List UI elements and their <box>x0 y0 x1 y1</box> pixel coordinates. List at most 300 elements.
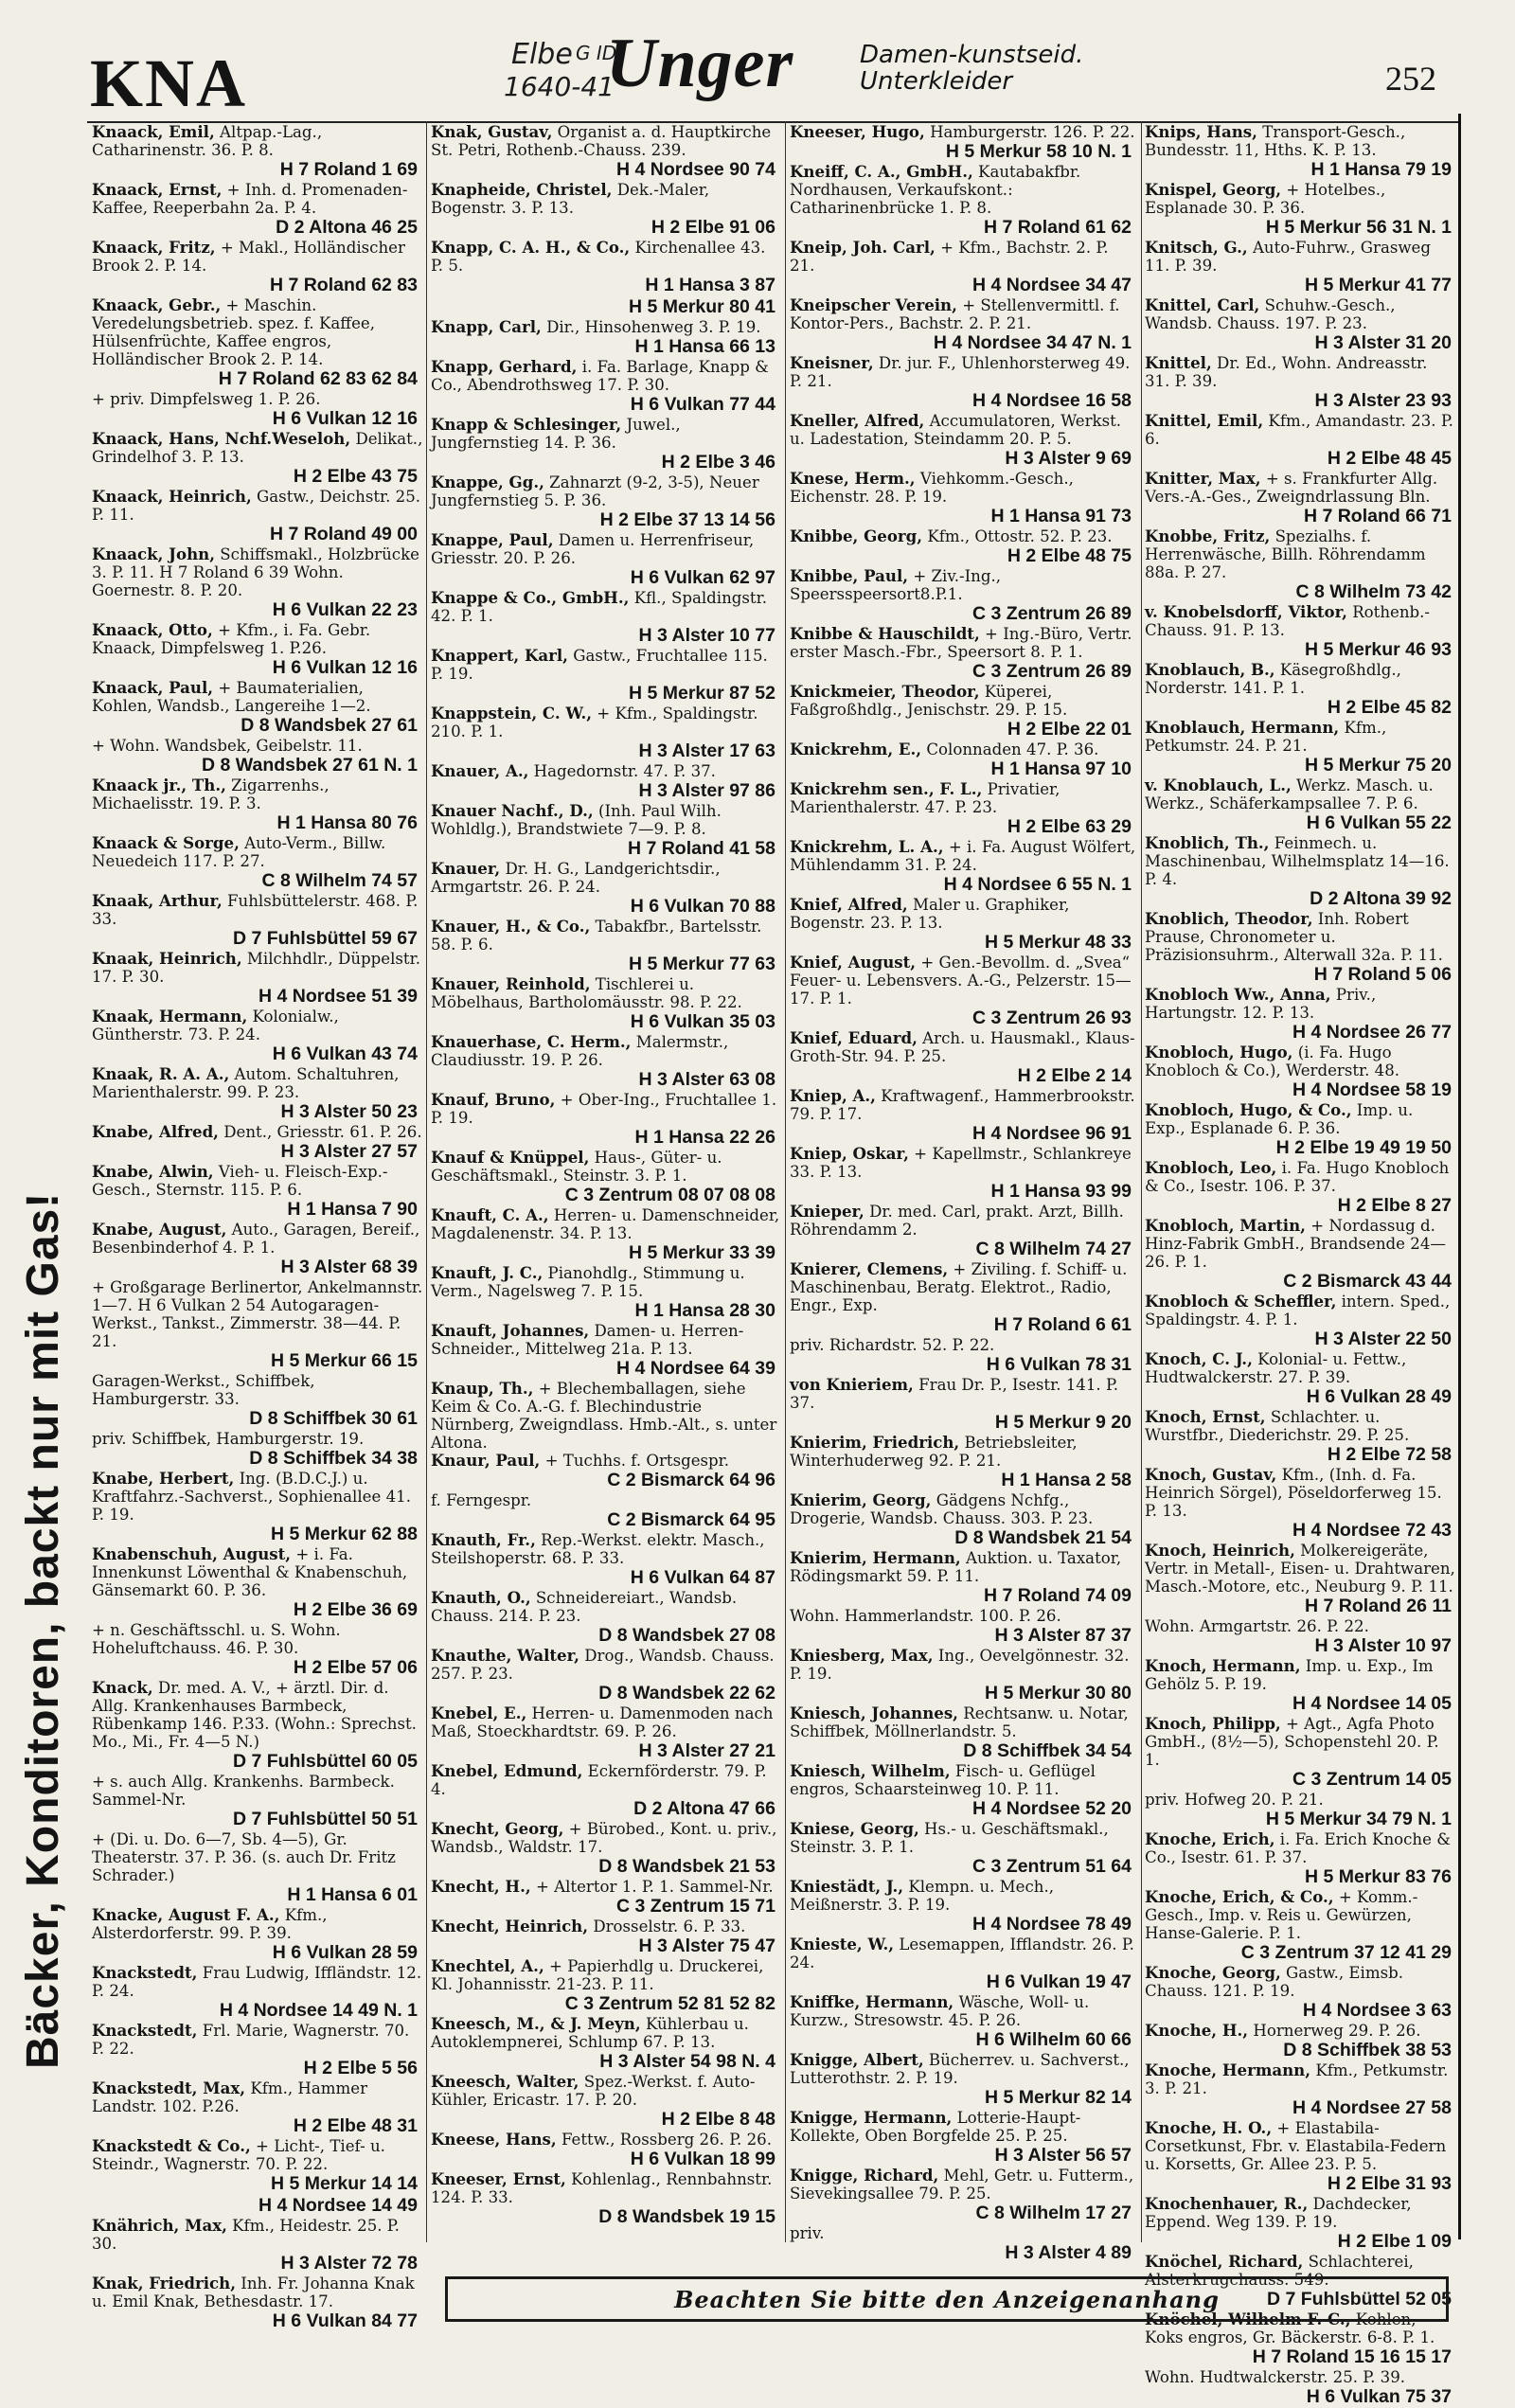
directory-entry <box>1145 1964 1457 2022</box>
entry-phone: H 5 Merkur 48 33 <box>984 932 1132 953</box>
entry-phone: H 2 Elbe 19 49 19 50 <box>1275 1137 1452 1158</box>
entry-details: Gastw., Fruchtallee 115. P. 19. <box>431 647 768 683</box>
directory-entry <box>431 296 781 318</box>
entry-name: Kniestädt, J., <box>790 1877 904 1896</box>
entry-details: Kolonial- u. Fettw., Hudtwalckerstr. 27. P. 39. <box>1145 1350 1407 1386</box>
entry-name: Knigge, Richard, <box>790 2166 939 2185</box>
directory-entry <box>790 1935 1137 1993</box>
entry-phone: H 6 Vulkan 12 16 <box>272 657 418 678</box>
entry-phone: H 3 Alster 4 89 <box>1005 2242 1132 2263</box>
entry-phone: H 4 Nordsee 52 20 <box>971 1798 1132 1819</box>
entry-phone: H 4 Nordsee 27 58 <box>1292 2097 1452 2118</box>
directory-entry <box>431 181 781 239</box>
directory-entry <box>790 1087 1137 1145</box>
directory-entry <box>92 390 423 430</box>
entry-details: Werkz. Masch. u. Werkz., Schäferkampsallee 7. P. 6. <box>1145 776 1434 812</box>
entry-details: + Papierhdlg u. Druckerei, Kl. Johannisstr. 21-23. P. 11. <box>431 1957 764 1993</box>
entry-phone: H 2 Elbe 22 01 <box>1007 719 1132 740</box>
entry-name: Knief, Alfred, <box>790 895 908 914</box>
entry-details: Schuhw.-Gesch., Wandsb. Chauss. 197. P. 23. <box>1145 296 1396 332</box>
entry-phone: C 8 Wilhelm 73 42 <box>1295 581 1452 602</box>
entry-details: Lesemappen, Ifflandstr. 26. P. 24. <box>790 1935 1134 1971</box>
entry-details: Inh. Fr. Johanna Knak u. Emil Knak, Bethesdastr. 17. <box>92 2274 415 2310</box>
directory-entry <box>1145 661 1457 719</box>
entry-name: Knappe, Gg., <box>431 473 544 491</box>
directory-entry <box>790 1434 1137 1491</box>
directory-entry <box>790 1491 1137 1549</box>
entry-phone: D 8 Schiffbek 34 54 <box>963 1740 1132 1761</box>
directory-entry <box>1145 986 1457 1043</box>
directory-entry <box>1145 1888 1457 1964</box>
entry-details: + Inh. d. Promenaden-Kaffee, Reeperbahn 2a. P. 4. <box>92 181 408 217</box>
entry-details: Kfm., Amandastr. 23. P. 6. <box>1145 412 1453 448</box>
entry-phone: H 3 Alster 54 98 N. 4 <box>599 2051 775 2072</box>
entry-phone: D 2 Altona 47 66 <box>633 1798 775 1819</box>
entry-phone: D 8 Wandsbek 27 08 <box>598 1625 775 1646</box>
entry-name: Kneeser, Ernst, <box>431 2169 566 2188</box>
directory-entry <box>790 1762 1137 1820</box>
entry-details: Transport-Gesch., Bundesstr. 11, Hths. K. P. 13. <box>1145 123 1406 159</box>
entry-name: Knackstedt & Co., <box>92 2136 251 2155</box>
entry-name: Knaack, Gebr., <box>92 295 222 314</box>
entry-name: Knibbe, Paul, <box>790 566 909 585</box>
entry-name: Knittel, <box>1145 353 1212 372</box>
entry-name: Knapheide, Christel, <box>431 180 613 199</box>
entry-details: Fisch- u. Geflügel engros, Schaarsteinweg 10. P. 11. <box>790 1762 1096 1798</box>
entry-phone: C 8 Wilhelm 74 57 <box>261 870 418 891</box>
directory-entry <box>431 473 781 531</box>
entry-phone: H 5 Merkur 66 15 <box>270 1350 418 1371</box>
entry-phone: H 1 Hansa 93 99 <box>990 1181 1132 1202</box>
entry-name: Knochenhauer, R., <box>1145 2194 1309 2213</box>
directory-entry <box>1145 1715 1457 1791</box>
entry-phone: H 2 Elbe 3 46 <box>661 452 775 473</box>
directory-entry <box>790 1549 1137 1607</box>
entry-name: Knauf & Knüppel, <box>431 1148 590 1167</box>
directory-entry <box>431 1452 781 1491</box>
entry-details: Kirchenallee 43. P. 5. <box>431 239 766 275</box>
entry-name: Knauer, A., <box>431 761 529 780</box>
entry-phone: H 2 Elbe 48 45 <box>1327 448 1452 469</box>
entry-name: Knabe, Alfred, <box>92 1122 219 1141</box>
entry-name: Knief, August, <box>790 953 917 972</box>
directory-entry <box>1145 2368 1457 2408</box>
entry-phone: H 2 Elbe 1 09 <box>1337 2231 1452 2252</box>
entry-name: Knauer Nachf., D., <box>431 801 594 820</box>
advertiser-tagline-line2: Unterkleider <box>860 67 1013 96</box>
entry-name: Knickmeier, Theodor, <box>790 682 980 701</box>
entry-details: Autom. Schaltuhren, Marienthalerstr. 99. P. 23. <box>92 1065 400 1101</box>
entry-details: + Maschin. Veredelungsbetrieb. spez. f. Kaffee, Hülsenfrüchte, Kaffee engros, Holländischer Brook 2. P. 14. <box>92 296 375 368</box>
side-advertisement: Bäcker, Konditoren, backt nur mit Gas! <box>18 1191 68 2069</box>
directory-entry <box>790 780 1137 838</box>
directory-entry <box>431 2015 781 2073</box>
entry-name: Knitsch, G., <box>1145 238 1248 257</box>
entry-phone: H 4 Nordsee 72 43 <box>1292 1520 1452 1541</box>
directory-entry <box>431 1589 781 1647</box>
entry-name: Knaur, Paul, <box>431 1451 541 1470</box>
entry-phone: H 2 Elbe 8 48 <box>661 2109 775 2130</box>
entry-name: Knoblich, Th., <box>1145 833 1270 852</box>
directory-entry <box>92 123 423 181</box>
entry-details: + n. Geschäftsschl. u. S. Wohn. Hoheluftchauss. 46. P. 30. <box>92 1621 341 1657</box>
entry-details: Zahnarzt (9-2, 3-5), Neuer Jungfernstieg 5. P. 36. <box>431 473 759 509</box>
directory-entry <box>1145 1217 1457 1293</box>
entry-details: + Kfm., i. Fa. Gebr. Knaack, Dimpfelsweg 1. P.26. <box>92 621 371 657</box>
directory-entry <box>790 163 1137 239</box>
entry-name: Knabe, August, <box>92 1220 227 1239</box>
directory-entry <box>431 1647 781 1704</box>
entry-name: Knaack, Emil, <box>92 122 215 141</box>
entry-name: Kniesberg, Max, <box>790 1646 934 1665</box>
directory-entry <box>790 412 1137 470</box>
entry-name: Knierer, Clemens, <box>790 1259 949 1278</box>
entry-details: + Großgarage Berlinertor, Ankelmannstr. 1—7. H 6 Vulkan 2 54 Autogaragen-Werkst., Tankst., Zimmerstr. 38—44. P. 21. <box>92 1278 423 1350</box>
entry-phone: H 3 Alster 97 86 <box>638 780 775 801</box>
entry-details: Gädgens Nchfg., Drogerie, Wandsb. Chauss. 303. P. 23. <box>790 1491 1094 1527</box>
directory-entry <box>431 1878 781 1917</box>
directory-entry <box>431 647 781 705</box>
entry-name: Knieste, W., <box>790 1935 895 1953</box>
entry-details: Gastw., Eimsb. Chauss. 121. P. 19. <box>1145 1964 1404 2000</box>
entry-name: Knoch, Hermann, <box>1145 1656 1301 1675</box>
entry-phone: H 4 Nordsee 14 05 <box>1292 1693 1452 1714</box>
entry-phone: H 2 Elbe 5 56 <box>303 2058 418 2078</box>
entry-phone: H 4 Nordsee 96 91 <box>971 1123 1132 1144</box>
directory-entry <box>431 1149 781 1206</box>
entry-name: Knak, Friedrich, <box>92 2274 236 2292</box>
directory-entry <box>92 950 423 1008</box>
entry-details: (i. Fa. Hugo Knobloch & Co.), Werderstr. 48. <box>1145 1043 1400 1079</box>
entry-details: Kautabakfbr. Nordhausen, Verkaufskont.: Catharinenbrücke 1. P. 8. <box>790 163 1081 217</box>
entry-phone: H 6 Wilhelm 60 66 <box>975 2029 1132 2050</box>
entry-name: Knauft, Johannes, <box>431 1321 590 1340</box>
entry-name: Knappstein, C. W., <box>431 704 593 722</box>
entry-details: Kfm., Petkumstr. 3. P. 21. <box>1145 2061 1449 2097</box>
entry-details: f. Ferngespr. <box>431 1491 532 1509</box>
directory-entry <box>1145 1466 1457 1542</box>
directory-entry <box>92 737 423 776</box>
directory-entry <box>790 2167 1137 2224</box>
entry-details: Hagedornstr. 47. P. 37. <box>533 762 716 780</box>
directory-entry <box>790 1376 1137 1434</box>
entry-name: Kniep, A., <box>790 1086 876 1105</box>
directory-entry <box>431 2131 781 2170</box>
entry-details: Wäsche, Woll- u. Kurzw., Stresowstr. 45. P. 26. <box>790 1993 1090 2029</box>
entry-name: Knabe, Herbert, <box>92 1469 235 1488</box>
entry-phone: H 3 Alster 17 63 <box>638 740 775 761</box>
entry-details: Herren- u. Damenschneider, Magdalenenstr. 34. P. 13. <box>431 1206 780 1242</box>
entry-details: + Stellenvermittl. f. Kontor-Pers., Bachstr. 2. P. 21. <box>790 296 1120 332</box>
entry-phone: D 8 Wandsbek 21 53 <box>598 1856 775 1877</box>
entry-phone: H 1 Hansa 97 10 <box>990 758 1132 779</box>
directory-entry <box>1145 910 1457 986</box>
entry-name: Knauer, <box>431 859 501 878</box>
entry-name: Knecht, H., <box>431 1877 531 1896</box>
entry-phone: D 2 Altona 46 25 <box>276 217 418 238</box>
entry-phone: D 8 Wandsbek 27 61 N. 1 <box>202 755 418 776</box>
entry-details: Schiffsmakl., Holzbrücke 3. P. 11. H 7 Roland 6 39 Wohn. Goernestr. 8. P. 20. <box>92 545 419 599</box>
entry-details: Inh. Robert Prause, Chronometer u. Präzisionsuhrm., Alterwall 32a. P. 11. <box>1145 910 1443 964</box>
entry-name: Knaack & Sorge, <box>92 833 240 852</box>
entry-name: Knoblich, Theodor, <box>1145 909 1313 928</box>
entry-phone: H 7 Roland 26 11 <box>1305 1596 1452 1616</box>
entry-name: v. Knobelsdorff, Viktor, <box>1145 602 1347 621</box>
entry-phone: H 6 Vulkan 35 03 <box>630 1011 775 1032</box>
entry-details: Vieh- u. Fleisch-Exp.-Gesch., Sternstr. 115. P. 6. <box>92 1163 388 1199</box>
entry-name: Knebel, E., <box>431 1703 527 1722</box>
page-header <box>0 0 1515 121</box>
directory-entry <box>92 1621 423 1679</box>
entry-name: Knährich, Max, <box>92 2216 227 2235</box>
column-divider-3 <box>1141 121 1142 2242</box>
directory-entry <box>1145 239 1457 296</box>
entry-name: Kneiff, C. A., GmbH., <box>790 162 973 181</box>
handwritten-note-number: 1640-41 <box>504 71 615 102</box>
entry-phone: C 2 Bismarck 64 95 <box>607 1509 775 1530</box>
entry-phone: C 3 Zentrum 52 81 52 82 <box>564 1993 775 2014</box>
page-number: 252 <box>1385 60 1436 98</box>
entry-phone: H 3 Alster 22 50 <box>1314 1329 1452 1349</box>
entry-phone: C 2 Bismarck 43 44 <box>1283 1271 1452 1292</box>
directory-entry <box>92 2195 423 2217</box>
entry-details: Privatier, Marienthalerstr. 47. P. 23. <box>790 780 1060 816</box>
entry-details: Frl. Marie, Wagnerstr. 70. P. 22. <box>92 2022 410 2058</box>
entry-name: Kneesch, Walter, <box>431 2072 579 2091</box>
entry-name: Kneller, Alfred, <box>790 411 925 430</box>
entry-phone: H 1 Hansa 28 30 <box>634 1300 775 1321</box>
entry-details: Pianohdlg., Stimmung u. Verm., Nagelsweg 7. P. 15. <box>431 1264 745 1300</box>
entry-name: Knobloch, Leo, <box>1145 1158 1277 1177</box>
entry-details: + Kapellmstr., Schlankreye 33. P. 13. <box>790 1145 1132 1181</box>
entry-details: i. Fa. Erich Knoche & Co., Isestr. 61. P. 37. <box>1145 1830 1451 1866</box>
entry-name: Knoch, Philipp, <box>1145 1714 1281 1733</box>
entry-phone: H 6 Vulkan 64 87 <box>630 1567 775 1588</box>
entry-details: i. Fa. Hugo Knobloch & Co., Isestr. 106. P. 37. <box>1145 1159 1450 1195</box>
entry-details: Kühlerbau u. Autoklempnerei, Schlump 67. P. 13. <box>431 2015 749 2051</box>
entry-phone: H 5 Merkur 75 20 <box>1304 755 1452 776</box>
entry-name: Knaak, Hermann, <box>92 1007 248 1026</box>
directory-entry <box>790 1607 1137 1647</box>
directory-entry <box>92 239 423 296</box>
directory-entry <box>92 430 423 488</box>
entry-phone: C 3 Zentrum 08 07 08 08 <box>564 1185 775 1205</box>
directory-entry <box>431 1033 781 1091</box>
entry-phone: H 3 Alster 87 37 <box>994 1625 1132 1646</box>
entry-details: Feinmech. u. Maschinenbau, Wilhelmsplatz 14—16. P. 4. <box>1145 834 1450 888</box>
entry-phone: H 6 Vulkan 77 44 <box>630 394 775 415</box>
entry-name: Knöchel, Richard, <box>1145 2252 1304 2271</box>
directory-entry <box>431 1704 781 1762</box>
entry-name: Knacke, August F. A., <box>92 1905 280 1924</box>
entry-phone: H 4 Nordsee 14 49 N. 1 <box>219 2000 418 2021</box>
entry-name: Knackstedt, <box>92 2021 198 2040</box>
directory-entry <box>1145 1101 1457 1159</box>
directory-entry <box>790 2109 1137 2167</box>
entry-name: Knoch, Gustav, <box>1145 1465 1277 1484</box>
entry-name: Knappe & Co., GmbH., <box>431 588 630 607</box>
entry-details: Dr. med. Carl, prakt. Arzt, Billh. Röhrendamm 2. <box>790 1203 1124 1239</box>
entry-phone: H 1 Hansa 6 01 <box>287 1884 418 1905</box>
entry-name: Knapp, Gerhard, <box>431 357 578 376</box>
directory-entry <box>1145 181 1457 239</box>
entry-name: Knobloch, Hugo, & Co., <box>1145 1100 1352 1119</box>
entry-phone: D 8 Schiffbek 34 38 <box>249 1448 418 1469</box>
directory-entry <box>431 589 781 647</box>
entry-details: Bücherrev. u. Sachverst., Lutterothstr. 2. P. 19. <box>790 2051 1130 2087</box>
entry-details: (Inh. Paul Wilh. Wohldlg.), Brandstwiete 7—9. P. 8. <box>431 802 722 838</box>
entry-name: Knackstedt, Max, <box>92 2078 246 2097</box>
entry-phone: H 3 Alster 72 78 <box>280 2253 418 2274</box>
directory-entry <box>790 2224 1137 2264</box>
entry-name: Knaak, Heinrich, <box>92 949 242 968</box>
entry-name: Knebel, Edmund, <box>431 1761 583 1780</box>
entry-phone: H 3 Alster 9 69 <box>1005 448 1132 469</box>
entry-details: priv. <box>790 2224 825 2242</box>
entry-phone: H 5 Merkur 82 14 <box>984 2087 1132 2108</box>
entry-details: Klempn. u. Mech., Meißnerstr. 3. P. 19. <box>790 1878 1055 1914</box>
entry-details: Lotterie-Haupt-Kollekte, Oben Borgfelde 25. P. 25. <box>790 2109 1081 2145</box>
entry-phone: D 7 Fuhlsbüttel 50 51 <box>232 1809 418 1829</box>
entry-phone: H 4 Nordsee 14 49 <box>258 2195 418 2216</box>
entry-details: Ing. (B.D.C.J.) u. Kraftfahrz.-Sachverst., Sophienallee 41. P. 19. <box>92 1470 411 1524</box>
entry-name: Knoch, Ernst, <box>1145 1407 1266 1426</box>
directory-entry <box>92 621 423 679</box>
entry-phone: H 6 Vulkan 43 74 <box>272 1043 418 1064</box>
directory-entry <box>1145 1617 1457 1657</box>
entry-phone: H 3 Alster 27 21 <box>638 1740 775 1761</box>
entry-details: Dent., Griesstr. 61. P. 26. <box>223 1123 422 1141</box>
entry-details: Spez.-Werkst. f. Auto-Kühler, Ericastr. 17. P. 20. <box>431 2073 756 2109</box>
directory-entry <box>790 1647 1137 1704</box>
entry-name: Knaak, R. A. A., <box>92 1064 230 1083</box>
entry-details: + s. auch Allg. Krankenhs. Barmbeck. Sammel-Nr. <box>92 1773 395 1809</box>
entry-details: Herren- u. Damenmoden nach Maß, Stoeckhardtstr. 69. P. 26. <box>431 1704 774 1740</box>
entry-details: + Ober-Ing., Fruchtallee 1. P. 19. <box>431 1091 777 1127</box>
entry-phone: H 6 Vulkan 78 31 <box>986 1354 1132 1375</box>
entry-details: Kohlenlag., Rennbahnstr. 124. P. 33. <box>431 2170 773 2206</box>
entry-details: Accumulatoren, Werkst. u. Ladestation, Steindamm 20. P. 5. <box>790 412 1122 448</box>
entry-name: Knobloch, Hugo, <box>1145 1043 1293 1061</box>
directory-entry <box>790 1029 1137 1087</box>
directory-entry <box>1145 2195 1457 2253</box>
entry-details: Kfm., (Inh. d. Fa. Heinrich Sörgel), Pöseldorferweg 15. P. 13. <box>1145 1466 1442 1520</box>
directory-column-3 <box>790 122 1137 2263</box>
entry-name: Knauer, Reinhold, <box>431 974 591 993</box>
directory-entry <box>790 1878 1137 1935</box>
directory-entry <box>92 679 423 737</box>
entry-name: Knauf, Bruno, <box>431 1090 556 1109</box>
entry-phone: H 2 Elbe 57 06 <box>293 1657 418 1678</box>
entry-details: Kfl., Spaldingstr. 42. P. 1. <box>431 589 767 625</box>
directory-entry <box>92 1679 423 1773</box>
entry-phone: H 4 Nordsee 64 39 <box>615 1358 775 1379</box>
entry-phone: D 7 Fuhlsbüttel 52 05 <box>1266 2289 1452 2310</box>
entry-phone: H 6 Vulkan 19 47 <box>986 1971 1132 1992</box>
entry-details: Dr. med. A. V., + ärztl. Dir. d. Allg. Krankenhauses Barmbeck, Rübenkamp 146. P.33. (Wohn.: Sprechst. Mo., Mi., Fr. 4—5 N.) <box>92 1679 417 1751</box>
entry-phone: H 1 Hansa 91 73 <box>990 506 1132 526</box>
entry-phone: H 6 Vulkan 28 59 <box>272 1942 418 1963</box>
entry-phone: H 3 Alster 27 57 <box>280 1141 418 1162</box>
entry-details: + Makl., Holländischer Brook 2. P. 14. <box>92 239 405 275</box>
entry-phone: H 3 Alster 50 23 <box>280 1101 418 1122</box>
entry-phone: H 6 Vulkan 18 99 <box>630 2149 775 2169</box>
entry-name: Knoche, H. O., <box>1145 2118 1273 2137</box>
entry-phone: H 3 Alster 63 08 <box>638 1069 775 1090</box>
entry-details: Colonnaden 47. P. 36. <box>926 740 1099 758</box>
entry-phone: C 2 Bismarck 64 96 <box>607 1470 775 1490</box>
entry-details: Priv., Hartungstr. 12. P. 13. <box>1145 986 1377 1022</box>
entry-phone: H 4 Nordsee 16 58 <box>971 390 1132 411</box>
entry-details: Hamburgerstr. 126. P. 22. <box>930 123 1135 141</box>
entry-name: von Knieriem, <box>790 1375 914 1394</box>
directory-entry <box>431 762 781 802</box>
entry-phone: H 7 Roland 1 69 <box>279 159 418 180</box>
entry-details: Wohn. Armgartstr. 26. P. 22. <box>1145 1617 1369 1635</box>
directory-entry <box>1145 2119 1457 2195</box>
entry-phone: H 6 Vulkan 12 16 <box>272 408 418 429</box>
entry-details: Viehkomm.-Gesch., Eichenstr. 28. P. 19. <box>790 470 1074 506</box>
entry-details: + Blechemballagen, siehe Keim & Co. A.-G. f. Blechindustrie Nürnberg, Zweigndlass. Hmb.-Alt., s. unter Altona. <box>431 1380 777 1452</box>
advertiser-logo: Unger <box>606 25 794 102</box>
entry-details: Dr. jur. F., Uhlenhorsterweg 49. P. 21. <box>790 354 1131 390</box>
entry-name: Knierim, Hermann, <box>790 1548 961 1567</box>
directory-entry <box>790 1336 1137 1376</box>
entry-phone: H 7 Roland 74 09 <box>983 1585 1132 1606</box>
entry-details: Molkereigeräte, Vertr. in Metall-, Eisen- u. Drahtwaren, Masch.-Motore, etc., Neuburg 9. P. 11. <box>1145 1542 1455 1596</box>
directory-entry <box>790 683 1137 740</box>
directory-entry <box>431 975 781 1033</box>
entry-phone: H 5 Merkur 56 31 N. 1 <box>1265 217 1452 238</box>
entry-phone: H 6 Vulkan 55 22 <box>1306 812 1452 833</box>
directory-entry <box>1145 296 1457 354</box>
entry-details: priv. Hofweg 20. P. 21. <box>1145 1791 1324 1809</box>
entry-name: Knoch, Heinrich, <box>1145 1541 1295 1560</box>
entry-details: + Ziviling. f. Schiff- u. Maschinenbau, Beratg. Elektrot., Radio, Engr., Exp. <box>790 1260 1128 1314</box>
directory-entry <box>431 1091 781 1149</box>
entry-details: Hs.- u. Geschäftsmakl., Steinstr. 3. P. 1. <box>790 1820 1109 1856</box>
entry-details: priv. Schiffbek, Hamburgerstr. 19. <box>92 1430 365 1448</box>
directory-entry <box>431 705 781 762</box>
entry-name: Knaack, Fritz, <box>92 238 216 257</box>
directory-entry <box>92 1278 423 1372</box>
directory-entry <box>790 354 1137 412</box>
directory-entry <box>1145 1350 1457 1408</box>
entry-phone: H 6 Vulkan 84 77 <box>272 2310 418 2331</box>
directory-entry <box>92 296 423 390</box>
entry-name: Knapp & Schlesinger, <box>431 415 622 434</box>
entry-details: Auto-Fuhrw., Grasweg 11. P. 39. <box>1145 239 1431 275</box>
directory-entry <box>1145 603 1457 661</box>
entry-name: Knickrehm, L. A., <box>790 837 944 856</box>
entry-name: Knabenschuh, August, <box>92 1544 292 1563</box>
directory-entry <box>1145 776 1457 834</box>
directory-entry <box>790 625 1137 683</box>
entry-phone: D 8 Wandsbek 27 61 <box>241 715 418 736</box>
entry-phone: H 2 Elbe 48 75 <box>1007 545 1132 566</box>
entry-phone: H 5 Merkur 77 63 <box>628 954 775 974</box>
entry-details: Dachdecker, Eppend. Weg 139. P. 19. <box>1145 2195 1412 2231</box>
entry-details: Auto., Garagen, Bereif., Besenbinderhof 4. P. 1. <box>92 1221 420 1257</box>
entry-name: Knabe, Alwin, <box>92 1162 214 1181</box>
entry-phone: C 3 Zentrum 26 89 <box>972 603 1132 624</box>
entry-phone: C 3 Zentrum 14 05 <box>1292 1769 1452 1790</box>
entry-phone: H 4 Nordsee 58 19 <box>1292 1079 1452 1100</box>
entry-details: + Altertor 1. P. 1. Sammel-Nr. <box>535 1878 774 1896</box>
entry-phone: C 3 Zentrum 26 89 <box>972 661 1132 682</box>
entry-name: Knapp, Carl, <box>431 317 542 336</box>
directory-entry <box>790 2051 1137 2109</box>
